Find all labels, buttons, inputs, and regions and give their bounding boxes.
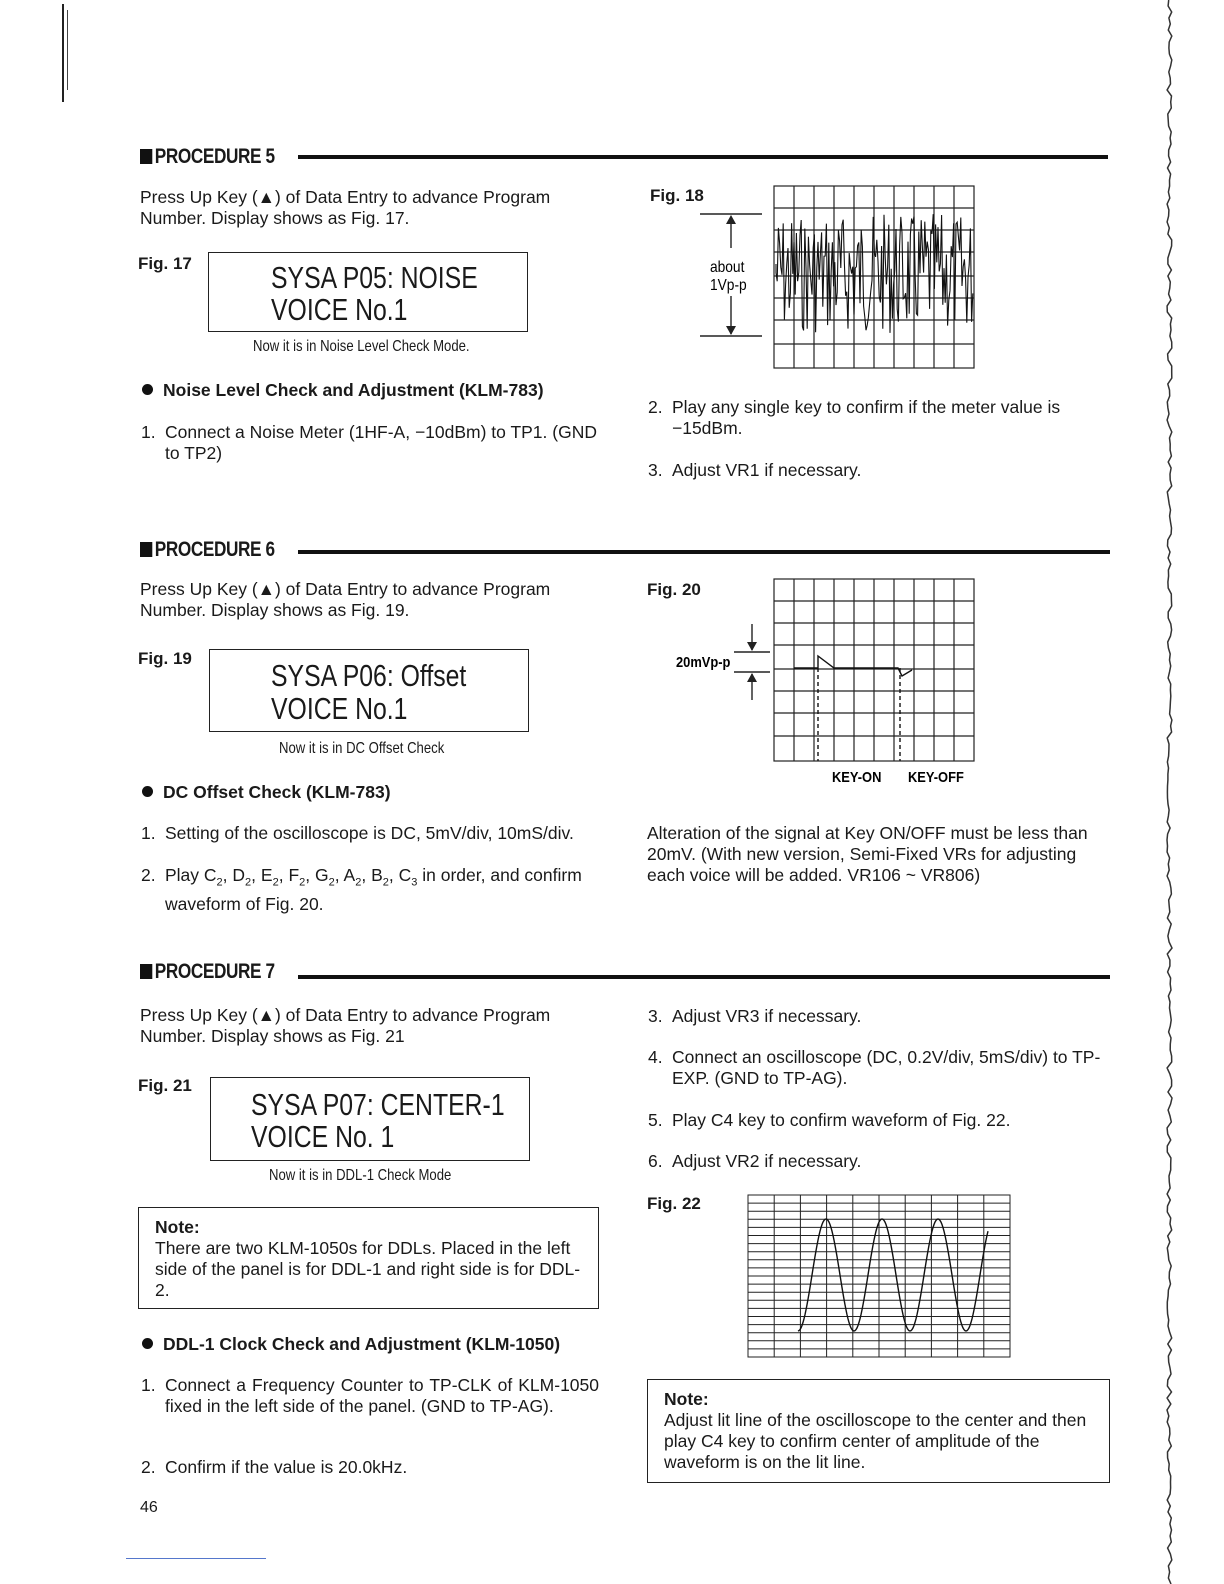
fig19-display xyxy=(209,649,529,732)
fig17-caption: Now it is in Noise Level Check Mode. xyxy=(253,338,470,355)
fig21-caption: Now it is in DDL-1 Check Mode xyxy=(269,1167,452,1184)
fig19-caption: Now it is in DC Offset Check xyxy=(279,740,445,757)
procedure-5-rule xyxy=(298,155,1108,159)
fig18-vpp: 1Vp-p xyxy=(710,276,747,295)
procedure-5-header xyxy=(140,142,304,172)
procedure-7-bullet-text: DDL-1 Clock Check and Adjustment (KLM-1050) xyxy=(163,1334,561,1354)
arrow-down-icon xyxy=(726,326,736,335)
fig21-line1: SYSA P07: CENTER-1 xyxy=(251,1087,505,1122)
procedure-6-rule xyxy=(298,550,1110,554)
procedure-6-intro: Press Up Key (▲) of Data Entry to advance Program Number. Display shows as Fig. 19. xyxy=(140,579,551,620)
footer-divider xyxy=(126,1558,266,1559)
fig20-grid xyxy=(774,579,974,761)
procedure-5-step-3: 3. Adjust VR1 if necessary. xyxy=(648,460,862,480)
procedure-7-step-2: 2. Confirm if the value is 20.0kHz. xyxy=(141,1457,408,1477)
square-bullet-icon xyxy=(140,964,152,979)
procedure-6-bullet-text: DC Offset Check (KLM-783) xyxy=(163,782,391,802)
note-title: Note: xyxy=(155,1217,200,1237)
procedure-7-intro: Press Up Key (▲) of Data Entry to advance Program Number. Display shows as Fig. 21 xyxy=(140,1005,551,1046)
fig20-level-marker xyxy=(734,624,770,700)
fig17-display xyxy=(208,252,528,332)
fig19-label: Fig. 19 xyxy=(138,649,192,668)
procedure-6-bullet xyxy=(142,782,391,803)
fig22-sine-scope xyxy=(746,1193,1012,1359)
procedure-6-title: PROCEDURE 6 xyxy=(154,538,275,561)
note-text: There are two KLM-1050s for DDLs. Placed in the left side of the panel is for DDL-1 and right side is for DDL-2. xyxy=(155,1238,581,1300)
fig19-line2: VOICE No.1 xyxy=(271,691,408,726)
note-lit-line xyxy=(647,1379,1110,1483)
fig21-label: Fig. 21 xyxy=(138,1076,192,1095)
procedure-6-header xyxy=(140,535,304,565)
square-bullet-icon xyxy=(140,149,152,164)
fig17-label: Fig. 17 xyxy=(138,254,192,273)
fig21-line2: VOICE No. 1 xyxy=(251,1119,395,1154)
procedure-5-intro: Press Up Key (▲) of Data Entry to advance Program Number. Display shows as Fig. 17. xyxy=(140,187,551,228)
fig17-line1: SYSA P05: NOISE xyxy=(271,260,478,295)
scan-edge xyxy=(1160,0,1178,1584)
fig18-noise-scope xyxy=(690,184,990,374)
bullet-dot-icon xyxy=(142,786,153,797)
fig22-label: Fig. 22 xyxy=(647,1194,701,1213)
procedure-7-bullet xyxy=(142,1334,560,1355)
bullet-dot-icon xyxy=(142,384,153,395)
procedure-5-title: PROCEDURE 5 xyxy=(154,145,275,168)
procedure-7-header xyxy=(140,957,304,987)
bullet-dot-icon xyxy=(142,1338,153,1349)
procedure-6-alteration: Alteration of the signal at Key ON/OFF must be less than 20mV. (With new version, Semi-Fixed VRs for adjusting each voice will be added. VR106 ~ VR806) xyxy=(647,823,1088,885)
procedure-6-step-2: 2. Play $C_2$, $D_2$, $E_2$, $F_2$, $G_2$, $A_2$, $B_2$, $C_3$ in order, and confirm waveform of Fig. 20. xyxy=(141,865,582,914)
procedure-7-step-1: 1. Connect a Frequency Counter to TP-CLK of KLM-1050 fixed in the left side of the panel. (GND to TP-AG). xyxy=(141,1375,599,1416)
fig20-label: Fig. 20 xyxy=(647,580,701,599)
binding-mark xyxy=(62,4,64,102)
procedure-7-title: PROCEDURE 7 xyxy=(154,960,275,983)
note-text: Adjust lit line of the oscilloscope to the center and then play C4 key to confirm center of amplitude of the waveform is on the lit line. xyxy=(664,1410,1087,1472)
fig21-display xyxy=(210,1077,530,1161)
procedure-5-step-2: 2. Play any single key to confirm if the meter value is −15dBm. xyxy=(648,397,1061,438)
fig19-line1: SYSA P06: Offset xyxy=(271,658,467,693)
procedure-7-step-3: 3. Adjust VR3 if necessary. xyxy=(648,1006,862,1026)
arrow-up-icon xyxy=(747,673,757,682)
fig20-keyon-label: KEY-ON xyxy=(832,768,882,786)
fig18-label: Fig. 18 xyxy=(650,186,704,205)
procedure-5-bullet-text: Noise Level Check and Adjustment (KLM-783) xyxy=(163,380,544,400)
arrow-down-icon xyxy=(747,642,757,651)
fig20-offset-scope xyxy=(670,576,990,791)
note-ddl-panels xyxy=(138,1207,599,1309)
fig22-grid xyxy=(748,1195,1010,1357)
fig20-keyoff-label: KEY-OFF xyxy=(908,768,964,786)
procedure-6-step-1: 1. Setting of the oscilloscope is DC, 5mV/div, 10mS/div. xyxy=(141,823,574,843)
fig20-level-label: 20mVp-p xyxy=(676,653,731,671)
procedure-7-step-6: 6. Adjust VR2 if necessary. xyxy=(648,1151,862,1171)
note-list: $C_2$, $D_2$, $E_2$, $F_2$, $G_2$, $A_2$, $B_2$, xyxy=(203,865,399,889)
procedure-5-bullet xyxy=(142,380,544,401)
note-title: Note: xyxy=(664,1389,709,1409)
fig17-line2: VOICE No.1 xyxy=(271,292,408,327)
fig18-about: about xyxy=(710,258,745,277)
procedure-7-step-5: 5. Play C4 key to confirm waveform of Fig. 22. xyxy=(648,1110,1011,1130)
square-bullet-icon xyxy=(140,542,152,557)
procedure-7-step-4: 4. Connect an oscilloscope (DC, 0.2V/div, 5mS/div) to TP-EXP. (GND to TP-AG). xyxy=(648,1047,1101,1088)
page-number: 46 xyxy=(140,1499,158,1516)
procedure-5-step-1: 1. Connect a Noise Meter (1HF-A, −10dBm) to TP1. (GND to TP2) xyxy=(141,422,597,463)
arrow-up-icon xyxy=(726,215,736,224)
binding-mark xyxy=(67,10,68,90)
procedure-7-rule xyxy=(298,975,1110,979)
